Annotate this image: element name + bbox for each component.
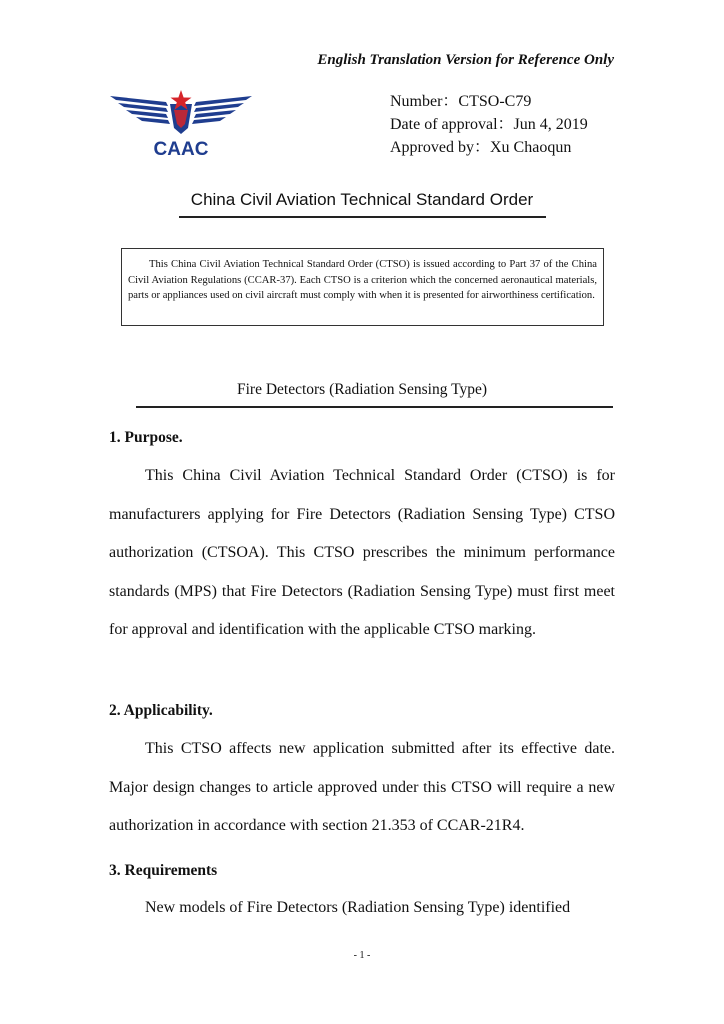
section-heading-requirements: 3. Requirements [109, 862, 218, 879]
section-heading-applicability: 2. Applicability. [109, 702, 213, 719]
page-number: - 1 - [353, 950, 371, 961]
document-title: China Civil Aviation Technical Standard Order [190, 190, 534, 209]
section-body-requirements: New models of Fire Detectors (Radiation Sensing Type) identified [145, 899, 571, 916]
subtitle-rule [136, 406, 613, 408]
document-subtitle: Fire Detectors (Radiation Sensing Type) [236, 381, 488, 398]
notice-box [121, 248, 604, 326]
svg-text:CAAC: CAAC [153, 139, 209, 160]
translation-note: English Translation Version for Reference Only [317, 52, 614, 68]
caac-logo [108, 88, 254, 160]
approval-date: Date of approval：Jun 4, 2019 [390, 116, 588, 133]
section-body-applicability: This CTSO affects new application submitted after its effective date. Major design changes to article approved under this CTSO will require a new authorization in accordance with section 21.353 of CCAR-21R4. [109, 740, 615, 834]
title-rule [179, 216, 546, 218]
section-body-purpose: This China Civil Aviation Technical Standard Order (CTSO) is for manufacturers applying for Fire Detectors (Radiation Sensing Type) CTSO authorization (CTSOA). This CTSO prescribes the minimum performance standards (MPS) that Fire Detectors (Radiation Sensing Type) must first meet for approval and identification with the applicable CTSO marking. [109, 467, 615, 638]
document-meta [390, 90, 588, 159]
approved-by: Approved by：Xu Chaoqun [390, 139, 572, 156]
ctso-number: Number：CTSO-C79 [390, 93, 532, 110]
section-heading-purpose: 1. Purpose. [109, 429, 183, 446]
notice-text: This China Civil Aviation Technical Standard Order (CTSO) is issued according to Part 37 of the China Civil Aviation Regulations (CCAR-37). Each CTSO is a criterion which the concerned aeronautical materials, parts or appliances used on civil aircraft must comply with when it is presented for airworthiness certification. [128, 259, 597, 301]
